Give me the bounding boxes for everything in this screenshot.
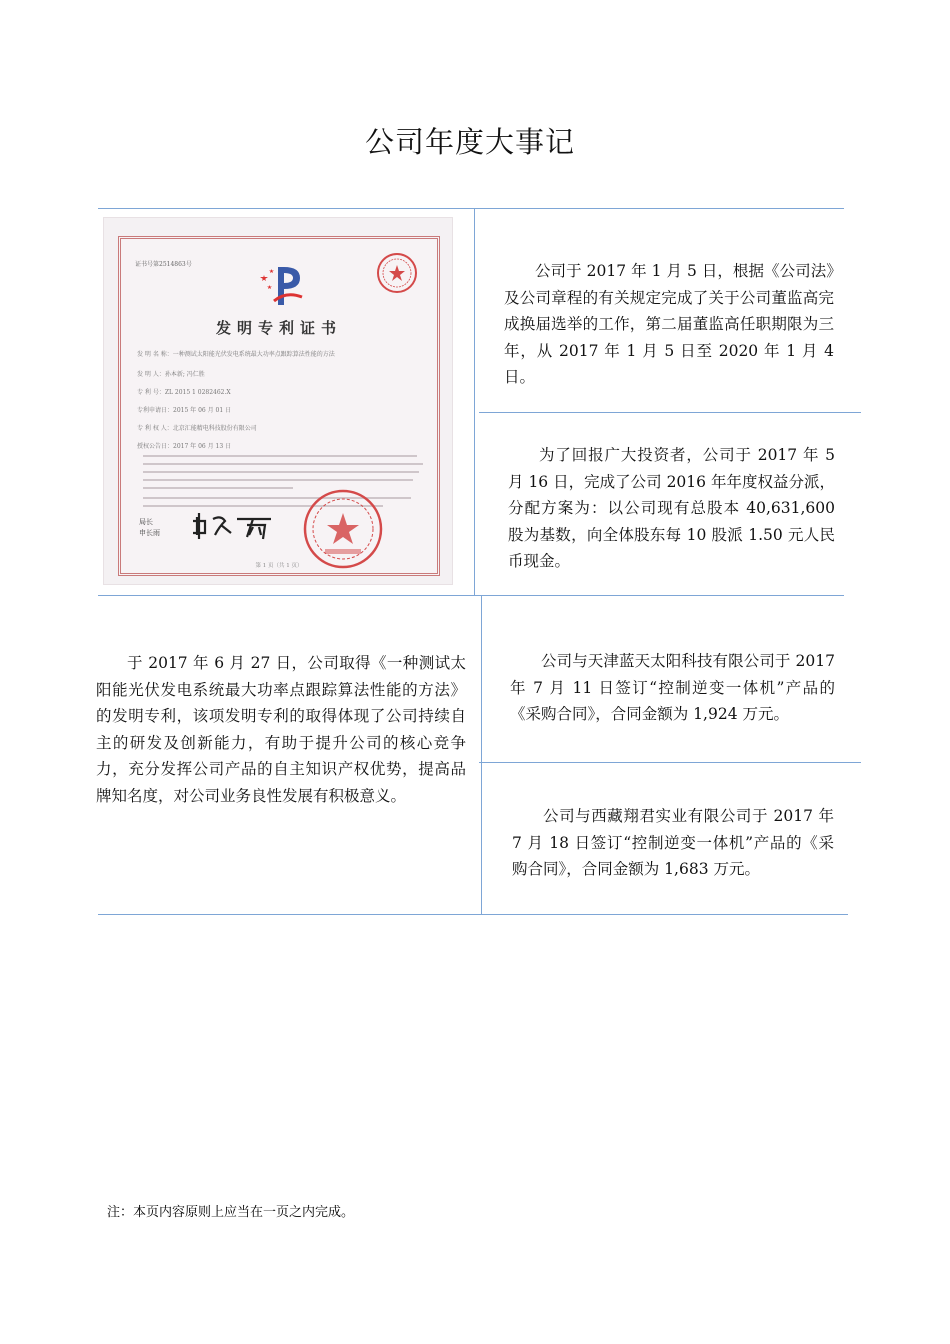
- table-rule-mid: [98, 595, 844, 596]
- seal-stamp-icon: [375, 251, 419, 295]
- certificate-text-line: [143, 479, 413, 481]
- certificate-field: 专 利 权 人：北京汇能精电科技股份有限公司: [137, 425, 257, 432]
- patent-office-emblem-icon: [256, 261, 308, 309]
- signature-name: 申长雨: [139, 529, 160, 537]
- event-board-election: 公司于 2017 年 1 月 5 日，根据《公司法》及公司章程的有关规定完成了关于公司董监高完成换届选举的工作，第二届董监高任职期限为三年，从 2017 年 1 月 5 日至 2020 年 1 月 4 日。: [504, 262, 834, 386]
- table-rule-bottom: [98, 914, 848, 915]
- signature-title: 局长: [139, 518, 153, 526]
- certificate-field: 发 明 人：孙本新; 冯仁胜: [137, 371, 205, 378]
- page-title: 公司年度大事记: [364, 125, 575, 159]
- certificate-number: 证书号第2514863号: [135, 261, 192, 268]
- table-rule-right-1: [479, 412, 861, 413]
- table-divider-lower: [481, 595, 482, 914]
- certificate-field: 专 利 号：ZL 2015 1 0282462.X: [137, 389, 231, 396]
- certificate-field: 发 明 名 称：一种测试太阳能光伏发电系统最大功率点跟踪算法性能的方法: [137, 351, 335, 358]
- certificate-page-number: 第 1 页（共 1 页）: [255, 563, 303, 569]
- certificate-frame: [118, 236, 440, 576]
- certificate-title: 发明专利证书: [215, 319, 342, 337]
- handwritten-signature-icon: [191, 509, 281, 543]
- patent-certificate-image: [103, 217, 453, 585]
- footnote: 注：本页内容原则上应当在一页之内完成。: [107, 1205, 355, 1220]
- event-invention-patent: 于 2017 年 6 月 27 日，公司取得《一种测试太阳能光伏发电系统最大功率点跟踪算法性能的方法》的发明专利，该项发明专利的取得体现了公司持续自主的研发及创新能力，有助于提升公司的核心竞争力，充分发挥公司产品的自主知识产权优势，提高品牌知名度，对公司业务良性发展有积极意义。: [96, 654, 466, 805]
- certificate-text-line: [143, 463, 423, 465]
- event-contract-tibet: 公司与西藏翔君实业有限公司于 2017 年 7 月 18 日签订“控制逆变一体机”产品的《采购合同》，合同金额为 1,683 万元。: [512, 807, 834, 878]
- certificate-text-line: [143, 455, 417, 457]
- table-divider-upper: [474, 208, 475, 595]
- certificate-text-line: [143, 487, 293, 489]
- table-rule-right-2: [479, 762, 861, 763]
- event-dividend-distribution: 为了回报广大投资者，公司于 2017 年 5 月 16 日，完成了公司 2016 年年度权益分派，分配方案为：以公司现有总股本 40,631,600 股为基数，向全体股东每 10 股派 1.50 元人民币现金。: [508, 446, 835, 570]
- official-seal-icon: [301, 487, 385, 571]
- table-rule-top: [98, 208, 844, 209]
- certificate-text-line: [143, 471, 419, 473]
- event-contract-tianjin: 公司与天津蓝天太阳科技有限公司于 2017 年 7 月 11 日签订“控制逆变一体机”产品的《采购合同》，合同金额为 1,924 万元。: [510, 652, 835, 723]
- certificate-field: 专利申请日：2015 年 06 月 01 日: [137, 407, 232, 414]
- certificate-field: 授权公告日：2017 年 06 月 13 日: [137, 443, 232, 450]
- signature-label: [139, 517, 160, 539]
